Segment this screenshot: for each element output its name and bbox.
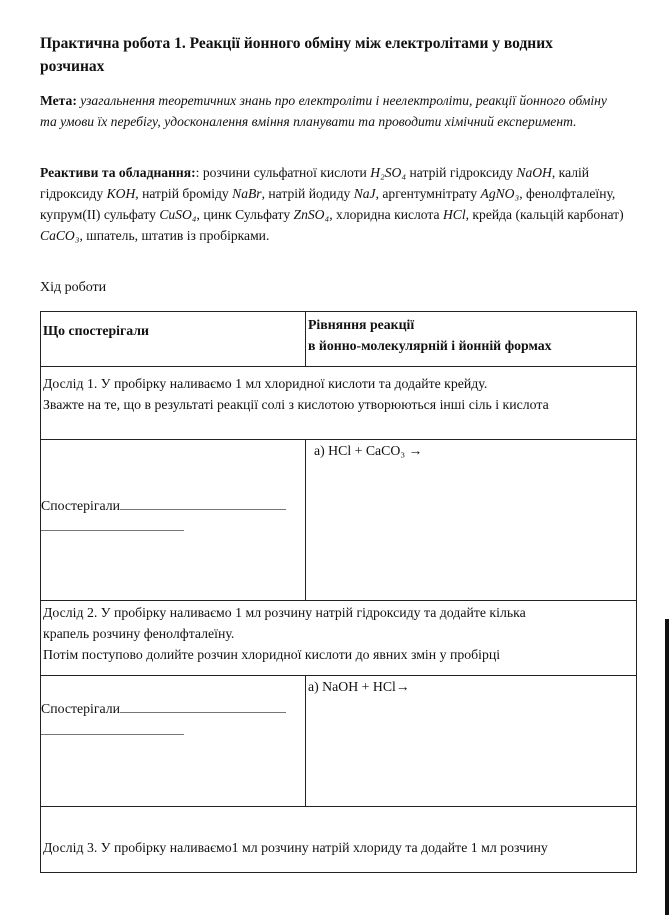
experiment-1-line1: Дослід 1. У пробірку наливаємо 1 мл хлоридної кислоти та додайте крейду. [43, 376, 488, 391]
reagents-text: : розчини сульфатної кислоти [195, 165, 371, 180]
reagents-text: , аргентумнітрату [375, 186, 481, 201]
experiment-2-line3: Потім поступово долийте розчин хлоридної кислоти до явних змін у пробірці [43, 647, 501, 662]
experiment-2-instructions [41, 601, 637, 676]
course-label: Хід роботи [40, 280, 107, 295]
experiment-2-line1: Дослід 2. У пробірку наливаємо 1 мл розчину натрій гідроксиду та додайте кілька [43, 605, 526, 620]
reagents-text: , шпатель, штатив із пробірками. [79, 228, 270, 243]
experiment-1-observation[interactable] [41, 440, 306, 601]
experiment-1-line2: Зважте на те, що в результаті реакції солі з кислотою утворюються інші сіль і кислота [43, 397, 549, 412]
experiment-1-equation[interactable] [306, 440, 637, 601]
reagents-text: , хлоридна кислота [329, 207, 443, 222]
header-equation-line1: Рівняння реакції [308, 317, 415, 332]
answer-line[interactable] [120, 508, 286, 510]
reagents-text: , натрій броміду [135, 186, 233, 201]
experiment-1-instructions [41, 367, 637, 440]
formula: AgNO₃ [480, 186, 520, 201]
reagents-text: , натрій йодиду [261, 186, 354, 201]
formula: ZnSO₄ [293, 207, 330, 222]
scrollbar-edge [665, 619, 669, 915]
experiment-2-observation[interactable] [41, 676, 306, 807]
observed-label: Спостерігали [41, 701, 121, 716]
formula: NaJ [353, 186, 376, 201]
formula: KOH [106, 186, 136, 201]
reagents-label: Реактиви та обладнання: [40, 165, 196, 180]
reagents-text: , цинк Сульфату [196, 207, 294, 222]
equation-text: а) NaOH + HCl→ [308, 679, 410, 694]
formula: CaCO₃ [40, 228, 80, 243]
experiment-2-equation[interactable] [306, 676, 637, 807]
reagents-text: , крейда (кальцій карбонат) [465, 207, 624, 222]
header-equation [306, 312, 637, 367]
answer-line[interactable] [41, 734, 184, 735]
experiment-3-instructions [41, 807, 637, 873]
experiment-2-line2: крапель розчину фенолфталеїну. [43, 626, 235, 641]
reagents-text: , фенолфталеїну, купрум(II) сульфату [40, 186, 616, 222]
equation-text: а) HCl + CaCO₃ → [314, 443, 423, 458]
reagents-text: натрій гідроксиду [406, 165, 517, 180]
header-equation-line2: в йонно-молекулярній і йонній формах [308, 338, 552, 353]
formula: NaBr [232, 186, 262, 201]
experiment-3-line1: Дослід 3. У пробірку наливаємо1 мл розчину натрій хлориду та додайте 1 мл розчину [43, 840, 548, 855]
observed-label: Спостерігали [41, 498, 121, 513]
goal-text: узагальнення теоретичних знань про електроліти і неелектроліти, реакції йонного обміну та умови їх перебігу, удосконалення вміння планувати та проводити хімічний експеримент. [40, 93, 607, 129]
goal-label: Мета: [40, 93, 77, 108]
page-title: Практична робота 1. Реакції йонного обміну між електролітами у водних розчинах [40, 35, 553, 75]
answer-line[interactable] [41, 530, 184, 531]
goal-paragraph [40, 90, 625, 132]
formula: HCl [442, 207, 466, 222]
formula: CuSO₄ [159, 207, 197, 222]
reagents-paragraph [40, 162, 625, 246]
work-table [40, 311, 637, 873]
header-observed: Що спостерігали [41, 312, 306, 367]
answer-line[interactable] [120, 711, 286, 713]
reagents-text: , калій гідроксиду [40, 165, 590, 201]
formula: NaOH [516, 165, 552, 180]
formula: H₂SO₄ [370, 165, 407, 180]
